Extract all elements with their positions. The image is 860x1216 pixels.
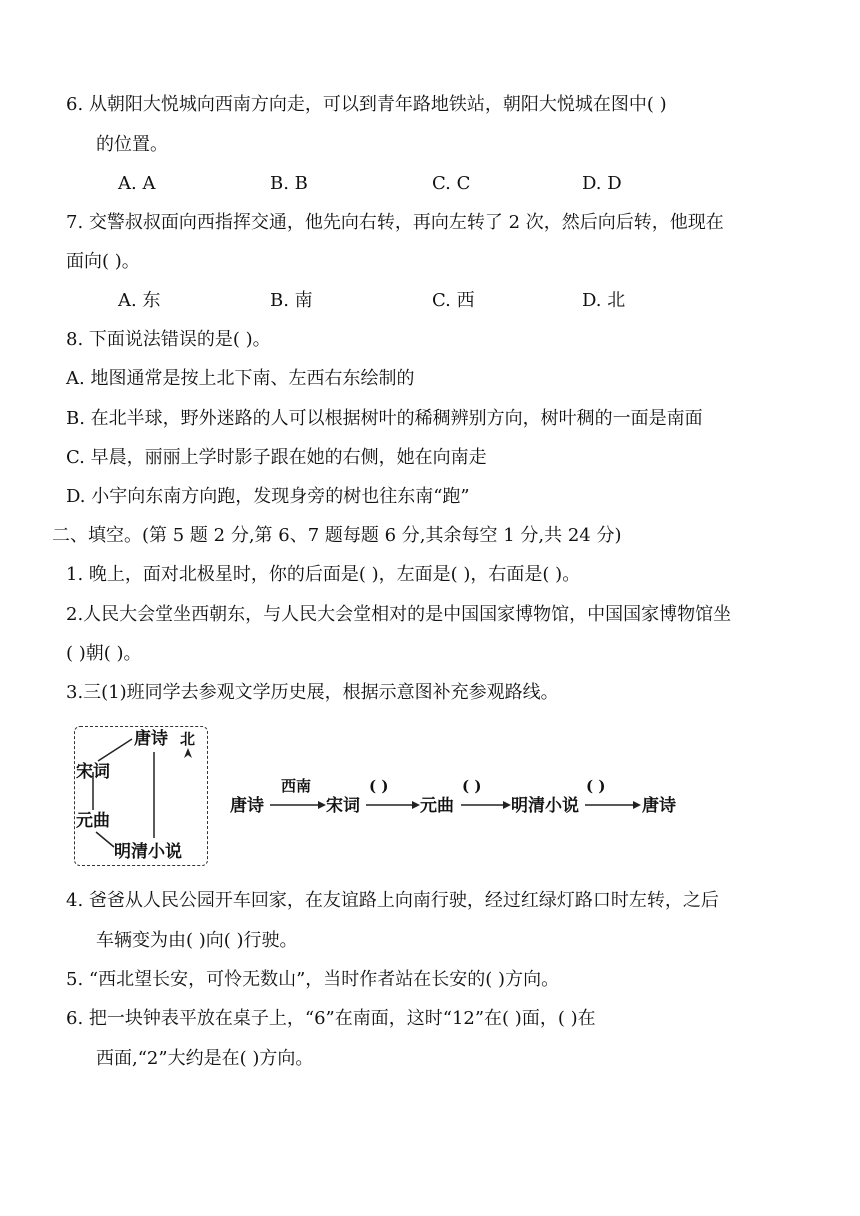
north-arrow-icon (184, 748, 192, 758)
q6-option-b: B. B (270, 173, 308, 194)
fill-5-line-1: 5. “西北望长安，可怜无数山”，当时作者站在长安的( )方向。 (66, 969, 560, 990)
question-8-line-1: 8. 下面说法错误的是( )。 (66, 329, 271, 350)
q7-option-d: D. 北 (582, 290, 626, 311)
route-arrow-1-label: 西南 (281, 777, 312, 795)
question-7-line-1: 7. 交警叔叔面向西指挥交通，他先向右转，再向左转了 2 次，然后向后转，他现在 (66, 212, 724, 233)
route-arrow-2-label: ( ) (369, 777, 389, 795)
route-arrow-2 (366, 798, 420, 812)
q8-option-b: B. 在北半球，野外迷路的人可以根据树叶的稀稠辨别方向，树叶稠的一面是南面 (66, 408, 703, 429)
q8-option-c: C. 早晨，丽丽上学时影子跟在她的右侧，她在向南走 (66, 447, 487, 468)
diagram-yuanqu: 元曲 (76, 811, 110, 831)
diagram-mingqing: 明清小说 (114, 842, 182, 862)
section-2-heading: 二、填空。(第 5 题 2 分,第 6、7 题每题 6 分,其余每空 1 分,共 24 分) (52, 525, 622, 546)
question-6-line-1: 6. 从朝阳大悦城向西南方向走，可以到青年路地铁站，朝阳大悦城在图中( ) (66, 94, 667, 115)
route-stop-4: 明清小说 (511, 796, 579, 816)
fill-6-line-2: 西面,“2”大约是在( )方向。 (96, 1048, 314, 1069)
fill-3-line-1: 3.三(1)班同学去参观文学历史展，根据示意图补充参观路线。 (66, 682, 559, 703)
q7-option-b: B. 南 (270, 290, 313, 311)
fill-1-line-1: 1. 晚上，面对北极星时，你的后面是( )，左面是( )，右面是( )。 (66, 564, 581, 585)
route-stop-1: 唐诗 (230, 796, 264, 816)
route-arrow-3-label: ( ) (462, 777, 482, 795)
route-arrow-3 (461, 798, 511, 812)
fill-6-line-1: 6. 把一块钟表平放在桌子上，“6”在南面，这时“12”在( )面，( )在 (66, 1008, 596, 1029)
route-stop-2: 宋词 (326, 796, 360, 816)
fill-4-line-2: 车辆变为由( )向( )行驶。 (96, 930, 298, 951)
q7-option-a: A. 东 (118, 290, 161, 311)
q6-option-c: C. C (432, 173, 471, 194)
fill-2-line-1: 2.人民大会堂坐西朝东，与人民大会堂相对的是中国国家博物馆，中国国家博物馆坐 (66, 604, 732, 625)
diagram-tangshi: 唐诗 (134, 729, 168, 749)
route-arrow-4-label: ( ) (586, 777, 606, 795)
question-6-line-2: 的位置。 (96, 134, 168, 155)
diagram-north: 北 (180, 730, 196, 748)
diagram-songci: 宋词 (76, 762, 110, 782)
q7-option-c: C. 西 (432, 290, 475, 311)
route-stop-3: 元曲 (420, 796, 454, 816)
route-stop-5: 唐诗 (642, 796, 676, 816)
q8-option-d: D. 小宇向东南方向跑，发现身旁的树也往东南“跑” (66, 486, 470, 507)
q6-option-d: D. D (582, 173, 622, 194)
fill-4-line-1: 4. 爸爸从人民公园开车回家，在友谊路上向南行驶，经过红绿灯路口时左转，之后 (66, 890, 719, 911)
question-7-line-2: 面向( )。 (66, 251, 140, 272)
route-arrow-4 (585, 798, 641, 812)
q8-option-a: A. 地图通常是按上北下南、左西右东绘制的 (66, 368, 415, 389)
q6-option-a: A. A (118, 173, 156, 194)
fill-2-line-2: ( )朝( )。 (66, 643, 142, 664)
route-arrow-1 (270, 798, 326, 812)
